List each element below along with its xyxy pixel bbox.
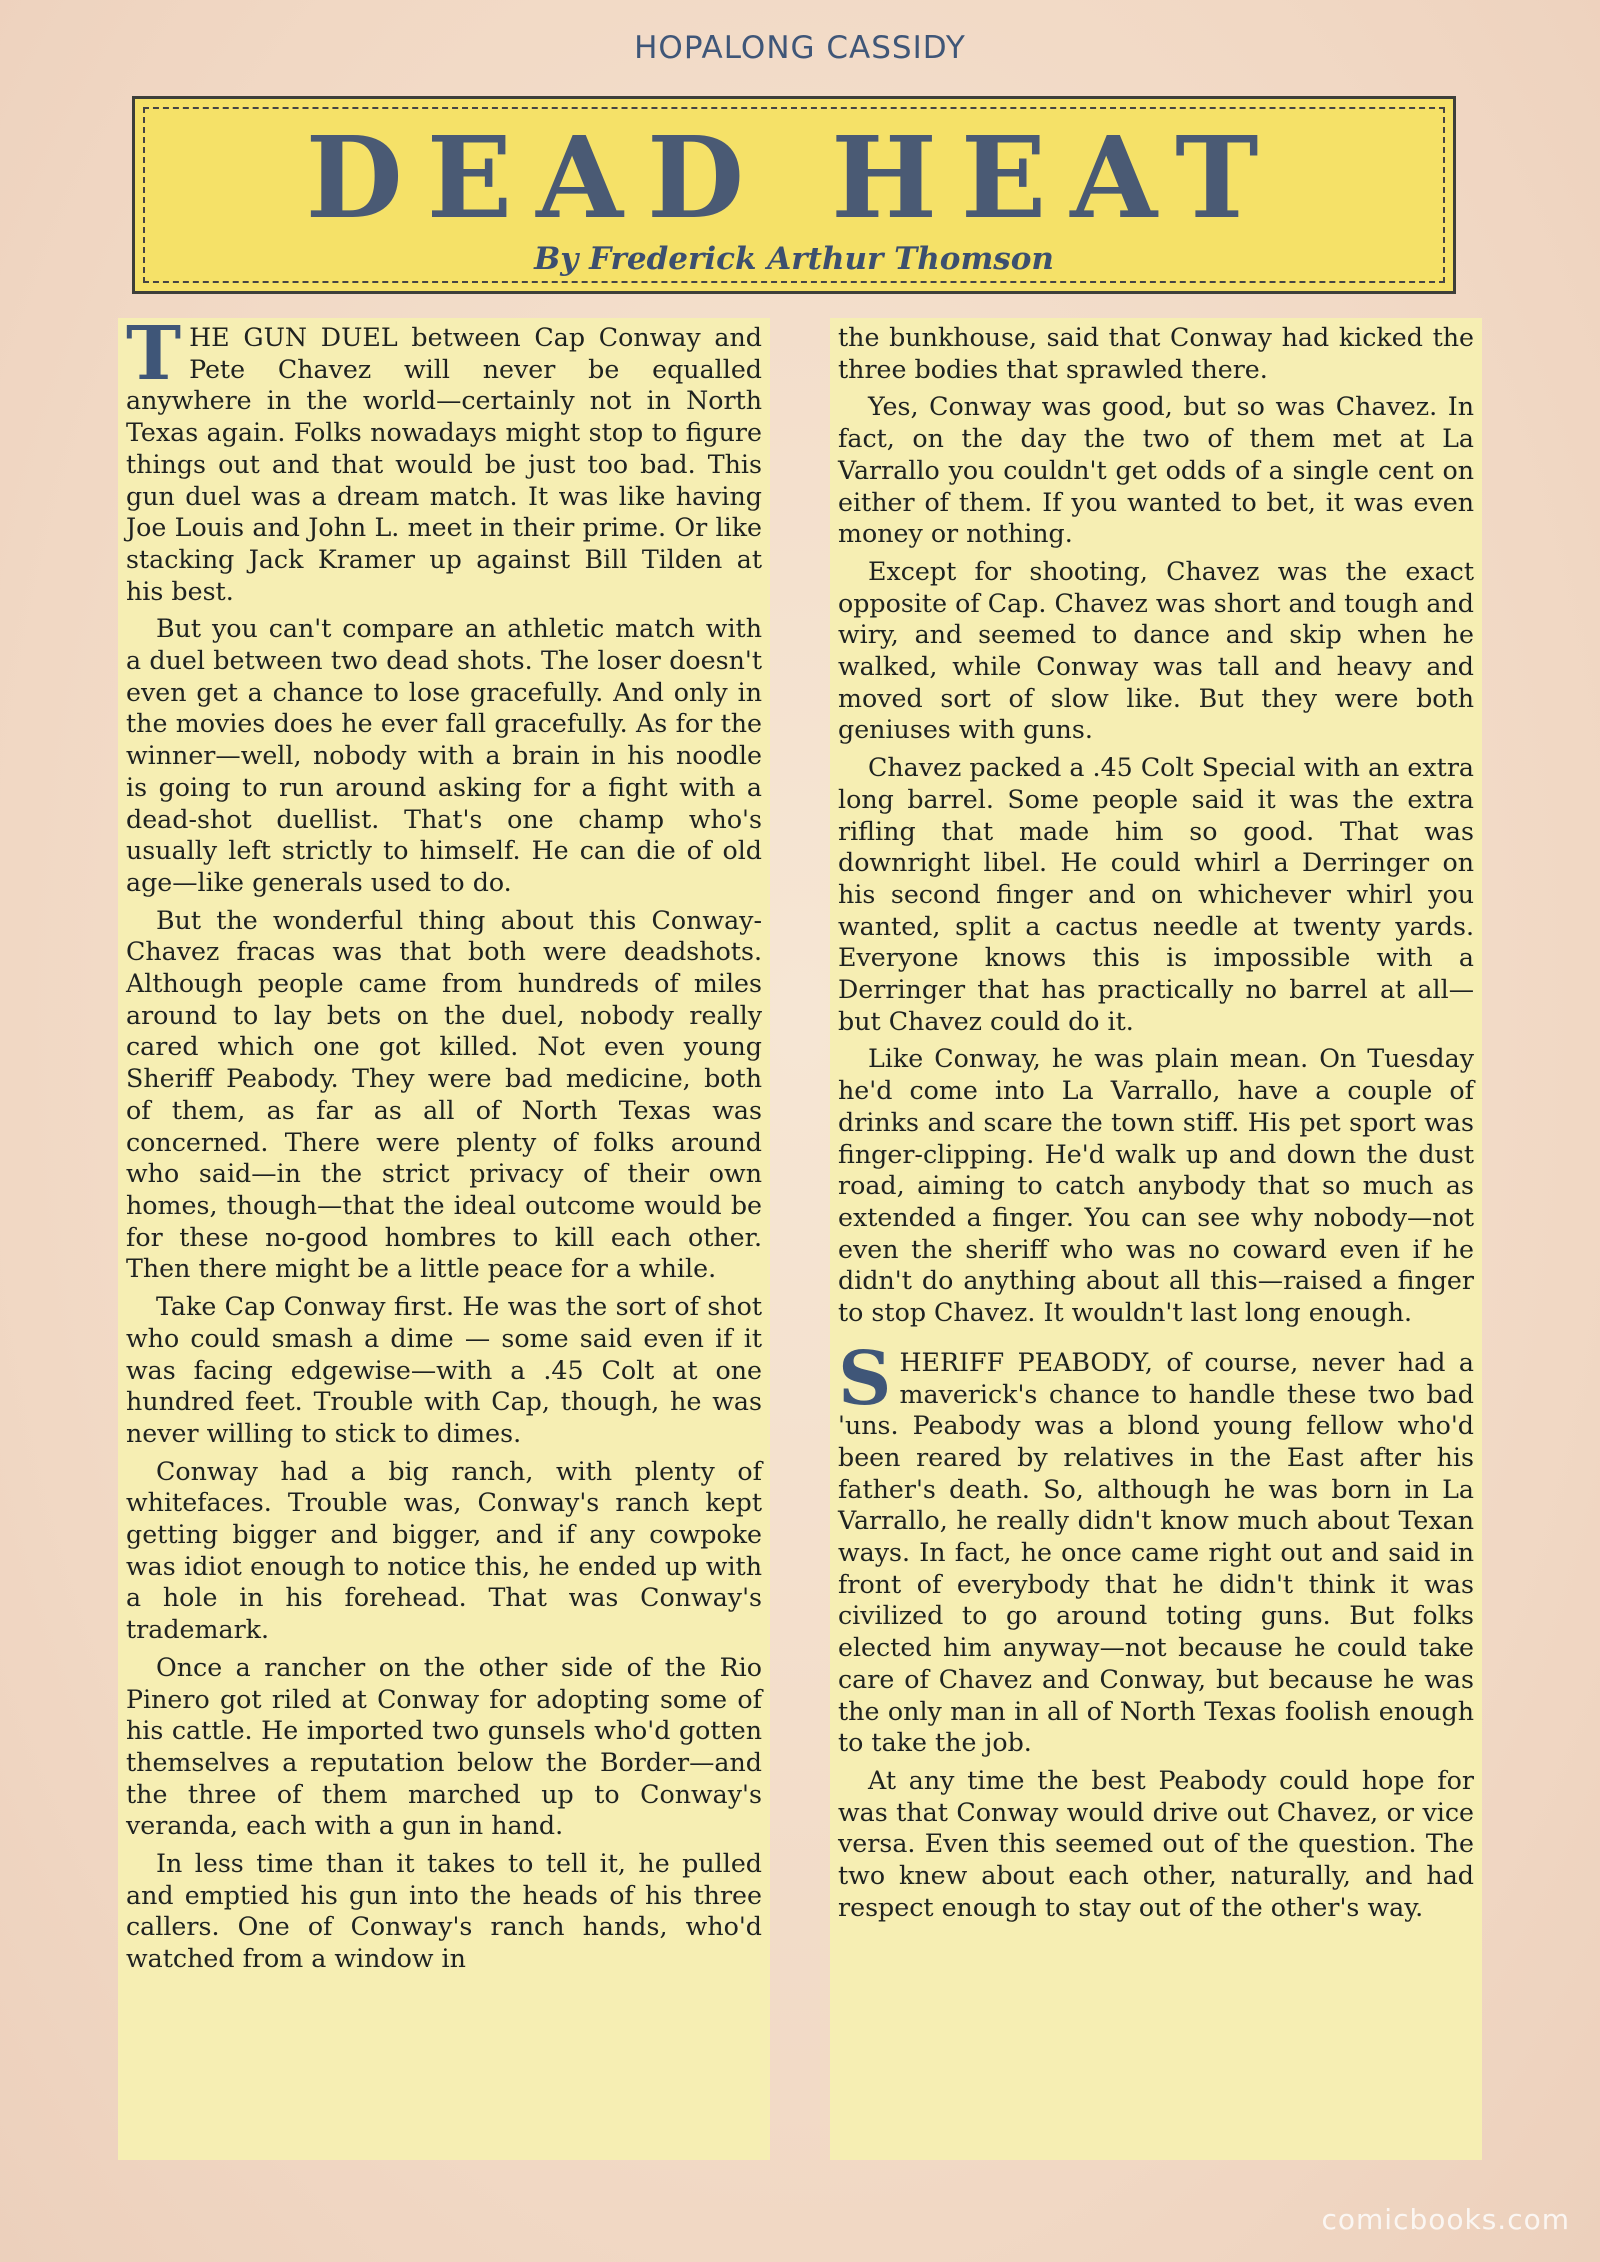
drop-cap: T	[126, 311, 182, 397]
paragraph: Like Conway, he was plain mean. On Tuesday he'd come into La Varrallo, have a couple of drinks and scare the town stiff. His pet sport was finger-clipping. He'd walk up and down the dust road, aiming to catch anybody that so much as extended a finger. You can see why nobody—not even the sheriff who was no coward even if he didn't do anything about all this—raised a finger to stop Chavez. It wouldn't last long enough.	[838, 1044, 1474, 1328]
title-panel	[132, 96, 1456, 294]
story-title: DEAD HEAT	[305, 113, 1283, 244]
paragraph: But you can't compare an athletic match with a duel between two dead shots. The loser doesn't even get a chance to lose gracefully. And only in the movies does he ever fall gracefully. As for the winner—well, nobody with a brain in his noodle is going to run around asking for a fight with a dead-shot duellist. That's one champ who's usually left strictly to himself. He can die of old age—like generals used to do.	[126, 614, 762, 897]
right-column	[830, 318, 1482, 2160]
paragraph: Except for shooting, Chavez was the exact opposite of Cap. Chavez was short and tough and wiry, and seemed to dance and skip when he walked, while Conway was tall and heavy and moved sort of slow like. But they were both geniuses with guns.	[838, 556, 1474, 745]
paragraph: At any time the best Peabody could hope for was that Conway would drive out Chavez, or vice versa. Even this seemed out of the question. The two knew about each other, naturally, and had respect enough to stay out of the other's way.	[838, 1765, 1474, 1922]
watermark: comicbooks.com	[1321, 2203, 1570, 2236]
paragraph: the bunkhouse, said that Conway had kicked the three bodies that sprawled there.	[838, 323, 1474, 384]
paragraph-text: HE GUN DUEL between Cap Conway and Pete Chavez will never be equalled anywhere in the world—certainly not in North Texas again. Folks nowadays might stop to figure things out and that would be just too bad. This gun duel was a dream match. It was like having Joe Louis and John L. meet in their prime. Or like stacking Jack Kramer up against Bill Tilden at his best.	[126, 323, 762, 606]
byline: By Frederick Arthur Thomson	[534, 241, 1054, 277]
drop-cap: S	[838, 1335, 892, 1422]
paragraph	[838, 1335, 1474, 1759]
paragraph: Chavez packed a .45 Colt Special with an extra long barrel. Some people said it was the extra rifling that made him so good. That was downright libel. He could whirl a Derringer on his second finger and on whichever whirl you wanted, split a cactus needle at twenty yards. Everyone knows this is impossible with a Derringer that has practically no barrel at all—but Chavez could do it.	[838, 753, 1474, 1036]
paragraph: In less time than it takes to tell it, he pulled and emptied his gun into the heads of his three callers. One of Conway's ranch hands, who'd watched from a window in	[126, 1849, 762, 1974]
left-column	[118, 311, 770, 2160]
paragraph: Take Cap Conway first. He was the sort of shot who could smash a dime — some said even if it was facing edgewise—with a .45 Colt at one hundred feet. Trouble with Cap, though, he was never willing to stick to dimes.	[126, 1292, 762, 1448]
paragraph: Yes, Conway was good, but so was Chavez. In fact, on the day the two of them met at La Varrallo you couldn't get odds of a single cent on either of them. If you wanted to bet, it was even money or nothing.	[838, 392, 1474, 549]
running-head: HOPALONG CASSIDY	[634, 30, 966, 66]
paragraph	[126, 311, 762, 607]
paragraph: Once a rancher on the other side of the Rio Pinero got riled at Conway for adopting some of his cattle. He imported two gunsels who'd gotten themselves a reputation below the Border—and the three of them marched up to Conway's veranda, each with a gun in hand.	[126, 1652, 762, 1841]
paragraph: But the wonderful thing about this Conway-Chavez fracas was that both were deadshots. Although people came from hundreds of miles around to lay bets on the duel, nobody really cared which one got killed. Not even young Sheriff Peabody. They were bad medicine, both of them, as far as all of North Texas was concerned. There were plenty of folks around who said—in the strict privacy of their own homes, though—that the ideal outcome would be for these no-good hombres to kill each other. Then there might be a little peace for a while.	[126, 905, 762, 1284]
paragraph: Conway had a big ranch, with plenty of whitefaces. Trouble was, Conway's ranch kept getting bigger and bigger, and if any cowpoke was idiot enough to notice this, he ended up with a hole in his forehead. That was Conway's trademark.	[126, 1456, 762, 1645]
paragraph-text: HERIFF PEABODY, of course, never had a maverick's chance to handle these two bad 'uns. Peabody was a blond young fellow who'd been reared by relatives in the East after his father's death. So, although he was born in La Varrallo, he really didn't know much about Texan ways. In fact, he once came right out and said in front of everybody that he didn't think it was civilized to go around toting guns. But folks elected him anyway—not because he could take care of Chavez and Conway, but because he was the only man in all of North Texas foolish enough to take the job.	[838, 1347, 1474, 1758]
